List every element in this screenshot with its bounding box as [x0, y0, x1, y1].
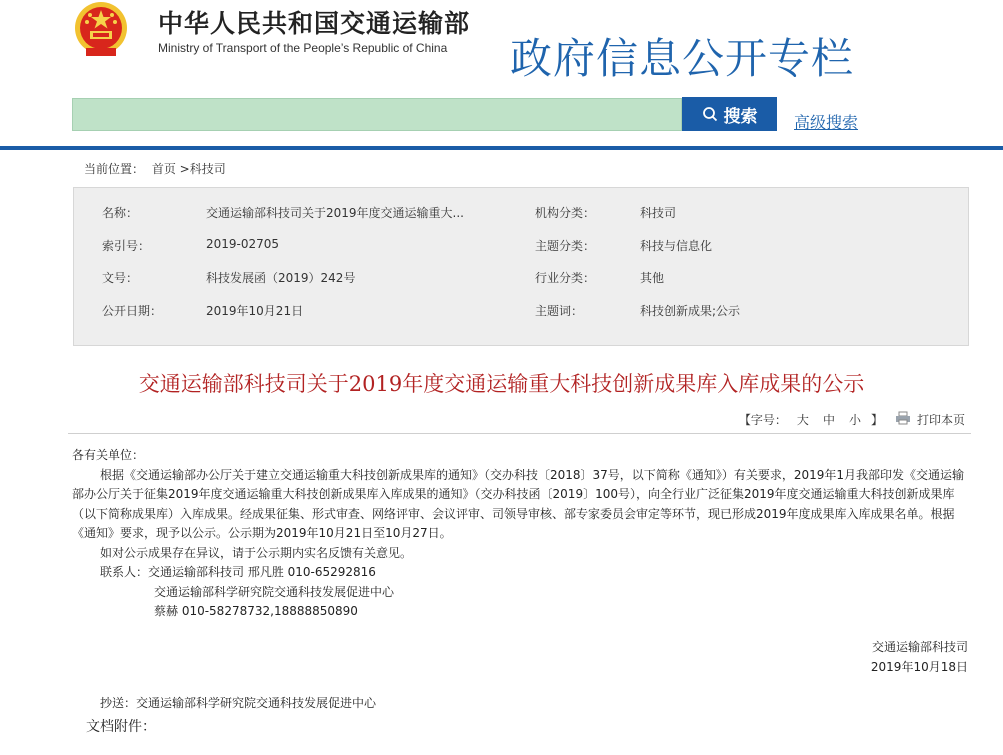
org-value: 科技司 [640, 206, 677, 220]
document-tools [739, 411, 965, 428]
salutation: 各有关单位： [72, 448, 145, 462]
docno-label: 文号： [102, 271, 139, 285]
document-title: 交通运输部科技司关于2019年度交通运输重大科技创新成果库入库成果的公示 [138, 372, 865, 396]
industry-label: 行业分类： [535, 271, 596, 285]
index-label: 索引号： [102, 239, 151, 253]
print-icon[interactable] [895, 411, 911, 428]
keywords-value: 科技创新成果;公示 [640, 304, 741, 318]
index-value: 2019-02705 [206, 237, 280, 251]
search-button[interactable] [682, 97, 777, 131]
ministry-name-cn: 中华人民共和国交通运输部 [158, 9, 471, 38]
cc-line: 抄送：交通运输部科学研究院交通科技发展促进中心 [100, 696, 377, 710]
org-label: 机构分类： [535, 206, 596, 220]
font-size-large[interactable]: 大 [796, 413, 809, 427]
column-title: 政府信息公开专栏 [510, 34, 855, 83]
contact-line-3: 蔡赫 010-58278732,18888850890 [154, 604, 358, 618]
breadcrumb-section-link[interactable]: 科技司 [189, 162, 226, 176]
breadcrumb [84, 160, 226, 177]
name-value: 交通运输部科技司关于2019年度交通运输重大... [206, 206, 464, 220]
font-size-label: 【字号： [738, 413, 787, 427]
docno-value: 科技发展函（2019）242号 [206, 271, 356, 285]
date-value: 2019年10月21日 [206, 304, 304, 318]
national-emblem-icon [72, 0, 130, 60]
body-paragraph-1: 根据《交通运输部办公厅关于建立交通运输重大科技创新成果库的通知》（交办科技〔2018〕37号，以下简称《通知》）有关要求，2019年1月我部印发《交通运输部办公厅关于征集2019年度交通运输重大科技创新成果库入库成果的通知》（交办科技函〔2019〕100号），向全行业广泛征集2019年度交通运输重大科技创新成果库（以下简称成果库）入库成果。经成果征集、形式审查、网络评审、会议评审、司领导审核、部专家委员会审定等环节，现已形成2019年度成果库入库成果名单。根据《通知》要求，现予以公示。公示期为2019年10月21日至10月27日。 [72, 467, 964, 540]
search-icon [702, 106, 718, 122]
tools-divider [68, 433, 971, 434]
topic-value: 科技与信息化 [640, 239, 713, 253]
header-divider [0, 146, 1003, 150]
contact-line-1: 联系人：交通运输部科技司 邢凡胜 010-65292816 [100, 565, 376, 579]
date-label: 公开日期： [102, 304, 163, 318]
breadcrumb-home-link[interactable]: 首页 [151, 162, 176, 176]
search-button-label: 搜索 [723, 106, 758, 127]
breadcrumb-separator: > [175, 162, 190, 176]
breadcrumb-prefix: 当前位置： [84, 162, 145, 176]
advanced-search-link[interactable]: 高级搜索 [794, 113, 859, 132]
body-paragraph-2: 如对公示成果存在异议，请于公示期内实名反馈有关意见。 [100, 545, 413, 560]
signature-date: 2019年10月18日 [870, 659, 968, 674]
name-label: 名称： [102, 206, 139, 220]
topic-label: 主题分类： [535, 239, 596, 253]
ministry-name-en: Ministry of Transport of the People’s Republic of China [158, 41, 448, 55]
document-body [72, 446, 972, 622]
font-size-medium[interactable]: 中 [822, 413, 835, 427]
contact-line-2: 交通运输部科学研究院交通科技发展促进中心 [154, 584, 395, 599]
search-input[interactable] [72, 98, 682, 131]
attachments-label: 文档附件： [86, 719, 156, 735]
signature-org: 交通运输部科技司 [871, 640, 968, 654]
keywords-label: 主题词： [535, 304, 584, 318]
print-link[interactable]: 打印本页 [916, 413, 965, 427]
document-metadata-box [73, 187, 969, 346]
font-size-close: 】 [870, 413, 883, 427]
signature-block [871, 638, 968, 677]
font-size-small[interactable]: 小 [848, 413, 861, 427]
industry-value: 其他 [640, 271, 665, 285]
